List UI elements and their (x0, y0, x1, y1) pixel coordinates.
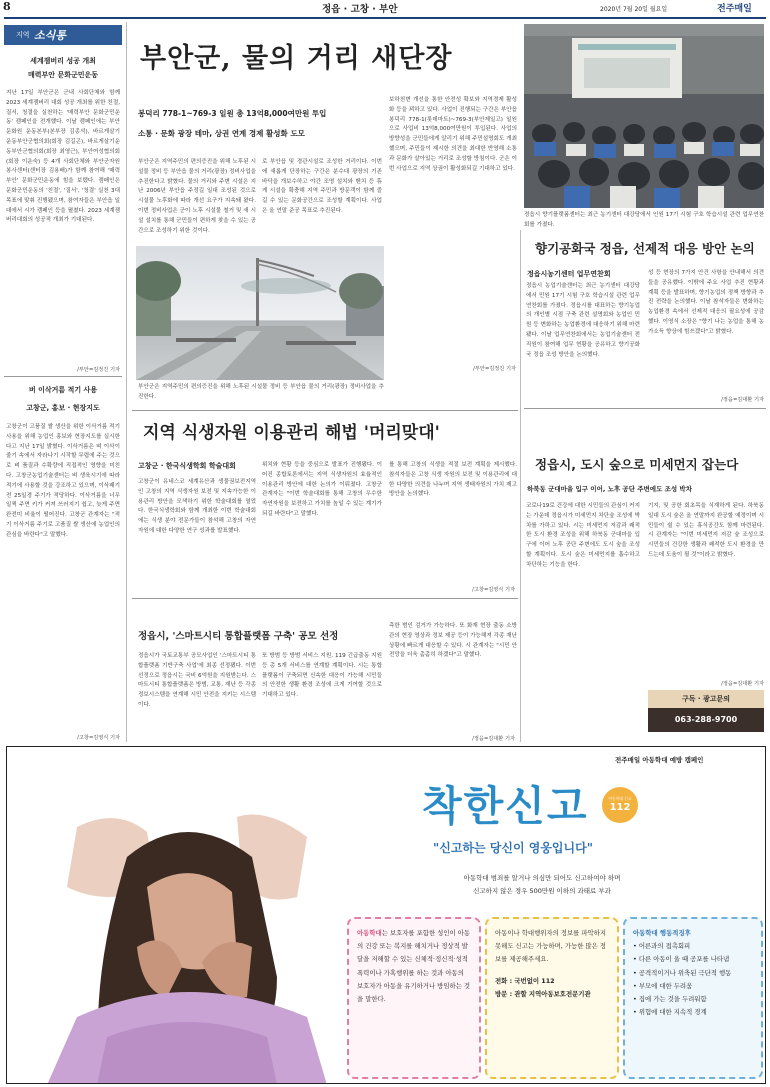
subscribe-label: 구독 · 광고문의 (648, 690, 764, 708)
headline-buan-water-street: 부안군, 물의 거리 새단장 (140, 43, 453, 74)
ad-box-signs-item-text: 집에 가는 것을 두려워함 (638, 995, 707, 1004)
ad-box-report-phone: 전화 : 국번없이 112 (495, 976, 555, 985)
ad-box-definition (347, 917, 481, 1079)
ad-box-signs-item-text: 공격적이거나 위축된 극단적 행동 (638, 968, 732, 977)
sidebar (4, 22, 122, 744)
ad-box-definition-title: 아동학대 (357, 929, 382, 937)
vegetation-byline: /고창=김영식 기자 (472, 587, 515, 593)
ad-box-signs-item: • 부모에 대한 두려움 (633, 981, 693, 990)
subscribe-phone: 063-288-9700 (648, 708, 764, 732)
ad-box-report-visit: 방문 : 관할 지역아동보호전문기관 (495, 989, 591, 998)
buan-rendering-photo (136, 246, 384, 380)
conference-photo-caption: 정읍시 향기플랫폼센터는 최근 농기센터 대강당에서 인원 17기 시험 구호 학습시설 관련 업무연찬회를 가졌다. (524, 212, 764, 228)
ad-box-signs-item-text: 부모에 대한 두려움 (638, 981, 693, 990)
scent-col-2: 성 등 현장의 7가지 안건 사항을 안내해서 의견들을 공유했다. 이밖에 주요 사업 추진 현황과 계획 등을 발표하며, 향기농업의 정책 방향과 추진 전략을 논의했다. 이날 참석자들은 변화하는 농업환경 속에서 선제적 대응의 필요성에 공감했다. 이영식 소장은 "향기 나는 농업을 통해 농가소득 향상에 힘쓰겠다"고 밝혔다. (648, 270, 764, 335)
ad-intro-1: 아동학대 범죄를 알거나 의심만 되어도 신고하여야 하며 (463, 874, 621, 882)
ad-title: 착한신고 (422, 782, 589, 830)
ad-slogan: "신고하는 당신이 영웅입니다" (433, 841, 593, 855)
ad-box-signs (623, 917, 763, 1079)
ad-box-signs-title: 아동학대 행동적징후 (633, 929, 691, 937)
smartcity-col-3: 측한 범인 검거가 가능하다. 또 화재 현장 출동 소방관의 현장 영상과 정보 제공 등이 가능해져 각종 재난 상황에 빠르게 대응할 수 있다. 시 관계자는 "시민 안전망을 더욱 촘촘히 하겠다"고 말했다. (389, 623, 517, 659)
sidebar-story-1-body: 지난 17일 부안군은 군내 사회단체와 함께 2023 세계잼버리 대회 성공 개최를 위한 친절, 질서, 청결을 실천하는 '매력부안 문화군민운동' 캠페인을 전개했다. 이날 캠페인에는 부안문화원 운동본부(본부장 김종석), 바르게살기운동부안군협의회(회장 김길곤), 바르게살기운동부안군협의회(회장 최영근), 부안여성협의회(회장 이운숙) 등 4개 사회단체와 부안군자원봉사센터(센터장 김용배)가 함께 참여해 '매력부안' 문화군민운동에 힘을 보탰다. 캠페인은 문화군민운동의 '친절', '질서', '청결' 실천 3대 목표에 맞춰 진행됐으며, 참여자들은 부안읍 일대에서 시가 캠페인 등을 펼쳤다. 2023 세계잼버리대회의 성공적 개최가 기대된다. (6, 90, 120, 224)
buan-col-3: 보하천변 개선을 통한 안전성 확보와 지역경제 활성화 등을 꾀하고 있다. 사업이 진행되는 구간은 부안읍 봉덕리 778-1(롯데마트)~769-3(부안제일고) 일원으로 사업비 13억8,000여만원이 투입된다. 사업의 방향성을 군민들에게 알리기 위해 주민설명회도 개최했으며, 주민들이 제시한 의견을 최대한 반영해 소통과 문화가 살아있는 거리로 조성할 방침이다. 군은 이번 사업으로 지역 상권이 활성화되길 기대하고 있다. (389, 97, 517, 172)
ad-badge-text: 아동학대 신고 (608, 796, 632, 801)
forest-col-2: 기지, 및 공한 회초목을 식재하게 된다. 하북동 일대 도시 숲은 올 연말까지 완공할 예정이며 시민들이 쉴 수 있는 휴식공간도 함께 마련된다. 시 관계자는 "이번 미세먼지 저감 숲 조성으로 시민들의 건강한 생활과 쾌적한 도시 환경을 만드는데 도움이 될 것"이라고 밝혔다. (648, 503, 764, 558)
sidebar-story-1-title-2: 매력부안 문화군민운동 (27, 71, 99, 79)
conference-photo (524, 24, 764, 208)
divider-1 (132, 410, 518, 411)
divider-2 (132, 598, 518, 599)
subhead-vegetation: 고창군 · 한국식생학회 학술대회 (138, 462, 236, 470)
sidebar-story-1-title-1: 세계잼버리 성공 개최 (30, 57, 96, 65)
ad-box-signs-item: • 다른 아동이 울 때 공포를 나타냄 (633, 955, 730, 964)
ad-box-signs-item-text: 다른 아동이 울 때 공포를 나타냄 (638, 955, 730, 964)
headline-urban-forest: 정읍시, 도시 숲으로 미세먼지 잡는다 (535, 457, 739, 472)
sidebar-divider (4, 376, 122, 377)
sidebar-tag-title: 소식통 (34, 29, 66, 42)
subscribe-box (648, 690, 764, 734)
issue-date: 2020년 7월 20일 월요일 (600, 6, 668, 13)
headline-smart-city: 정읍시, '스마트시티 통합플랫폼 구축' 공모 선정 (138, 631, 339, 642)
section-title: 정읍 · 고창 · 부안 (322, 4, 398, 15)
ad-header: 전주매일 아동학대 예방 캠페인 (615, 756, 704, 764)
sidebar-rule (126, 22, 127, 742)
ad-box-signs-item-text: 위험에 대한 지속적 경계 (638, 1008, 707, 1017)
smartcity-col-2: 또 방범 등 방범 서비스 지원, 119 긴급출동 지원 등 총 5개 서비스를 연계할 계획이다. 시는 통합플랫폼이 구축되면 신속한 대응이 가능해 시민들의 안전한 생활 환경 조성에 크게 기여할 것으로 기대하고 있다. (262, 653, 382, 699)
ad-box-report (485, 917, 619, 1079)
sidebar-tag-label: 지역 (16, 31, 30, 39)
ad-box-signs-item: • 위험에 대한 지속적 경계 (633, 1008, 707, 1017)
vegetation-col-3: 를 통해 고창의 식생을 적절 보전 계획을 제시했다. 참석자들은 고창 식생 자원의 보전 및 이용관리에 대한 다양한 의견을 나누며 지역 생태자원의 가치 제고 방안을 논의했다. (389, 462, 517, 498)
subhead-urban-forest: 하북동 군대마을 입구 이어, 노후 공단 주변에도 조성 박차 (527, 485, 692, 493)
scent-byline: /정읍=김대환 기자 (721, 397, 764, 403)
ad-photo-girl (7, 767, 357, 1084)
buan-photo-caption: 부안군은 지역주민의 편의증진을 위해 노후된 시설물 정비 등 부안읍 물의 거리(광장) 정비사업을 추진한다. (138, 384, 384, 400)
ad-box-signs-item-text: 어른과의 접촉회피 (638, 942, 691, 951)
page-header (0, 0, 770, 16)
ad-box-report-text: 아동이나 학대행위자의 정보를 파악하지 못해도 신고는 가능하며, 가능한 많은 정보를 제공해주세요. (495, 929, 607, 964)
buan-col-1: 부안군은 지역주민의 편의증진을 위해 노후된 시설물 정비 등 부안읍 물의 거리(광장) 정비사업을 추진한다고 밝혔다. 물의 거리와 주변 시설은 지난 2006년 부안읍 주정길 일대 조성된 것으로 시설물 노후화에 따라 개선 요구가 지속돼 왔다. 이번 정비사업은 군이 노후 시설물 철거 및 새 시설 설치를 통해 군민들이 편하게 찾을 수 있는 공간으로 조성하기 위한 것이다. (138, 159, 256, 234)
smartcity-byline: /정읍=김대환 기자 (472, 736, 515, 742)
sidebar-story-2-title-2: 고창군, 홍보 · 현장지도 (26, 404, 100, 412)
buan-col-2: 로 부안읍 및 경관시설로 조성한 거리이다. 이번에 새롭게 단장하는 구간은 분수대 광장의 기존 바닥을 개보수하고 야간 조명 설치와 벤치 등 휴게 시설을 확충해 지역 주민과 방문객이 함께 즐길 수 있는 문화공간으로 조성할 계획이다. 사업은 올 연말 준공 목표로 추진된다. (262, 159, 382, 214)
scent-col-1: 정읍시 농업기술센터는 최근 농기센터 대강당에서 민원 17기 시험 구호 학습시설 관련 업무연찬회를 가졌다. 정읍시를 대표하는 향기농업의 개인별 시점 구축 관련 설명회와 농업인 민원 등 변화하는 농업환경에 대응하기 위해 마련됐다. 이날 업무연찬회에서는 농업기술센터 전 직원이 참여해 업무 현황을 공유하고 향기공화국 정읍 조성 방안을 논의했다. (526, 283, 640, 358)
ad-box-signs-item: • 집에 가는 것을 두려워함 (633, 995, 707, 1004)
buan-byline: /부안=김정진 기자 (473, 366, 516, 372)
headline-vegetation: 지역 식생자원 이용관리 해법 '머리맞대' (143, 423, 440, 443)
campaign-ad (6, 746, 766, 1084)
header-rule (4, 17, 766, 19)
forest-col-1: 코로나19로 건강에 대한 시민들의 관심이 커지는 가운데 정읍시가 미세먼지 차단숲 조성에 박차를 가하고 있다. 시는 미세먼지 저감과 쾌적한 도시 환경 조성을 위해 하북동 군대마을 입구에 이어 노후 공단 주변에도 도시 숲을 조성할 계획이다. 도시 숲은 미세먼지를 흡수하고 차단하는 기능을 한다. (526, 503, 640, 568)
headline-scent-republic: 향기공화국 정읍, 선제적 대응 방안 논의 (535, 241, 755, 256)
ad-badge (602, 787, 638, 823)
subhead-scent-republic: 정읍시농기센터 업무연찬회 (527, 270, 611, 278)
ad-box-signs-item: • 공격적이거나 위축된 극단적 행동 (633, 968, 732, 977)
vegetation-col-2: 위치와 현황 등을 중심으로 발표가 진행됐다. 이어진 종합토론에서는 지역 식생자원의 효율적인 이용관리 방안에 대한 논의가 이뤄졌다. 고창군 관계자는 "이번 학술대회를 통해 고창의 우수한 자연자원을 보전하고 가치를 높일 수 있는 계기가 되길 바란다"고 말했다. (262, 462, 382, 517)
subhead-buan-1: 봉덕리 778-1~769-3 일원 총 13억8,000여만원 투입 (138, 109, 327, 118)
divider-1b (524, 408, 766, 409)
ad-intro-2: 신고하지 않은 경우 500만원 이하의 과태료 부과 (473, 887, 611, 895)
sidebar-story-2-byline: /고창=김영식 기자 (77, 735, 120, 741)
forest-byline: /정읍=김대환 기자 (721, 681, 764, 687)
smartcity-col-1: 정읍시가 국토교통부 공모사업인 '스마트시티 통합플랫폼 기반구축 사업'에 최종 선정됐다. 이번 선정으로 정읍시는 국비 6억원을 지원받는다. 스마트시티 통합플랫폼은 방범, 교통, 재난 등 각종 정보시스템을 연계해 시민 안전을 지키는 시스템이다. (138, 653, 256, 708)
subhead-buan-2: 소통 · 문화 광장 테마, 상권 연계 경제 활성화 도모 (138, 129, 305, 138)
ad-box-signs-item: • 어른과의 접촉회피 (633, 942, 691, 951)
ad-box-definition-text: 는 보호자를 포함한 성인이 아동의 건강 또는 복지를 해치거나 정상적 발달을 저해할 수 있는 신체적·정신적·성적 폭력이나 가혹행위를 하는 것과 아동의 보호자가 아동을 유기하거나 방임하는 것을 말한다. (357, 929, 471, 1004)
ad-badge-number: 112 (609, 802, 631, 813)
paper-name: 전주매일 (717, 4, 752, 14)
sidebar-story-2-title-1: 버 이삭거름 적기 사용 (28, 386, 98, 394)
sidebar-story-1-byline: /부안=김정진 기자 (77, 367, 120, 373)
sidebar-story-2-body: 고창군이 고품질 쌀 생산을 위한 이삭거름 적기 사용을 위해 농업인 홍보와 현장지도를 실시한다고 지난 17일 밝혔다. 이삭거름은 벼 이삭이 줄기 속에서 자라나기 시작할 무렵에 주는 것으로 벼 품질과 수확량에 직접적인 영향을 미친다. 고창군농업기술센터는 벼 생육시기에 따라 적기에 사용할 것을 강조하고 있으며, 이삭패기 전 25일경 주기가 적당하다. 이삭거름을 너무 일찍 주면 키가 커져 쓰러지기 쉽고, 늦게 주면 완전미 비율이 떨어진다. 고창군 관계자는 "적기 이삭거름 주기로 고품질 쌀 생산에 농업인의 관심을 바란다"고 말했다. (6, 424, 120, 538)
sidebar-tag (4, 25, 122, 45)
vegetation-col-1: 고창군이 유네스코 세계유산과 생물권보전지역인 고창의 지역 식생자원 보전 및 지속가능한 이용관리 방안을 모색하기 위한 학술대회를 열었다. 한국식생학회와 함께 개최한 이번 학술대회에는 식생 분야 전문가들이 참석해 고창의 자연자원에 대한 다양한 연구 성과를 발표했다. (138, 479, 256, 534)
column-rule (520, 230, 521, 742)
page-number: 8 (3, 0, 11, 13)
